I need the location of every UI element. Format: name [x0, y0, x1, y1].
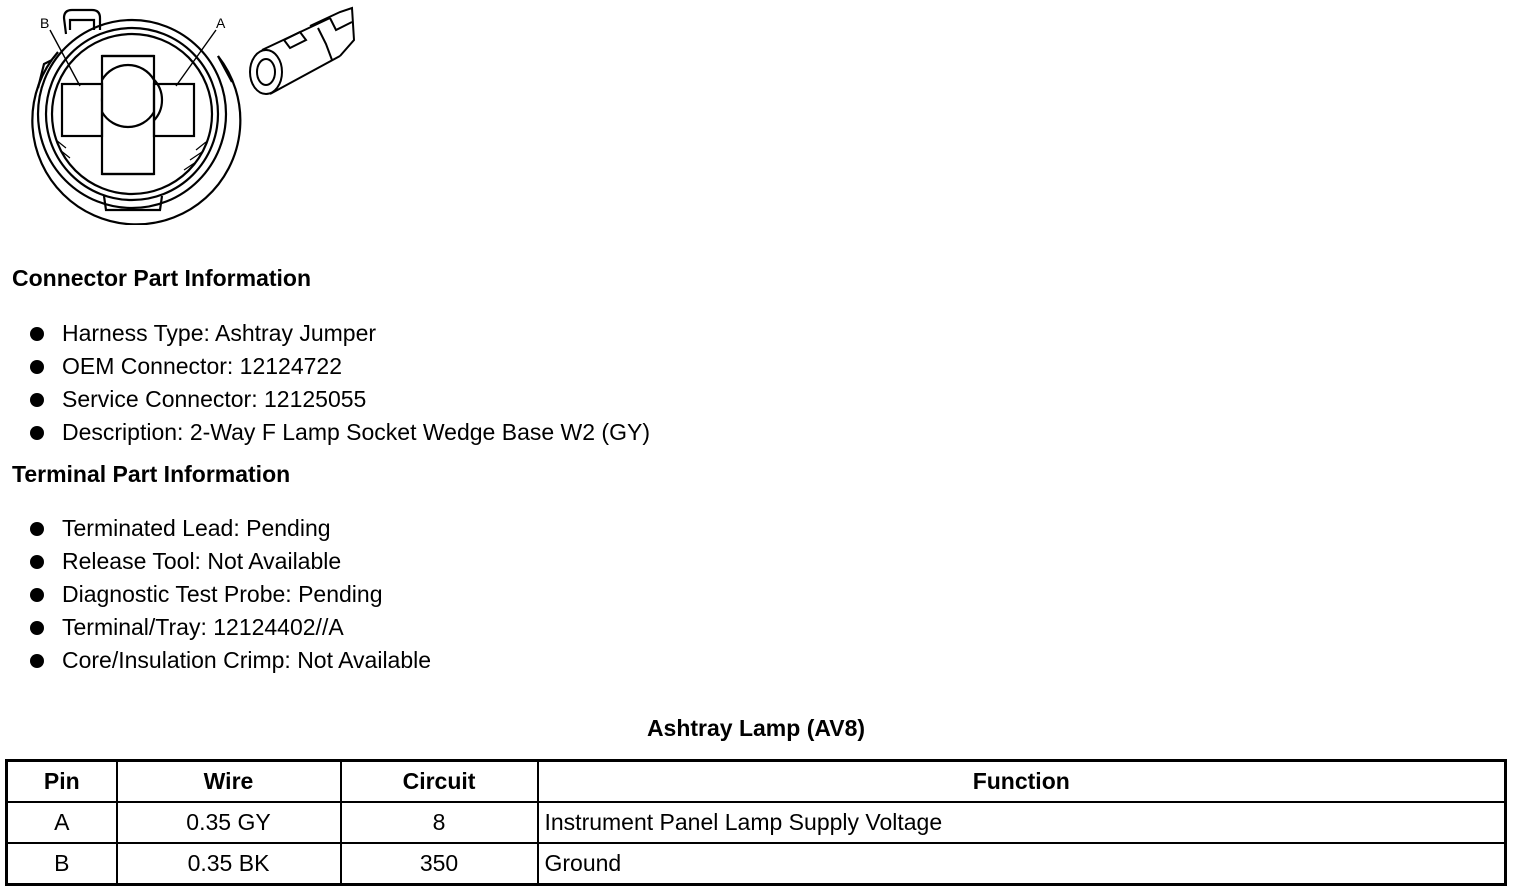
terminal-part-list — [28, 512, 431, 677]
list-item — [28, 545, 431, 578]
cell-wire: 0.35 GY — [117, 802, 341, 843]
list-item — [28, 644, 431, 677]
column-header-wire: Wire — [117, 761, 341, 803]
list-item — [28, 611, 431, 644]
list-item — [28, 317, 650, 350]
pin-table — [5, 759, 1507, 886]
list-item-text: Core/Insulation Crimp: Not Available — [62, 647, 432, 673]
cell-function: Ground — [538, 843, 1506, 885]
cell-circuit: 350 — [341, 843, 538, 885]
cell-pin: B — [7, 843, 117, 885]
connector-part-list — [28, 317, 650, 449]
bullet-icon — [30, 360, 44, 374]
list-item — [28, 578, 431, 611]
cell-pin: A — [7, 802, 117, 843]
list-item-text: Terminated Lead: Pending — [62, 515, 331, 541]
table-row — [7, 843, 1506, 885]
list-item — [28, 416, 650, 449]
table-header-row — [7, 761, 1506, 803]
bullet-icon — [30, 522, 44, 536]
bullet-icon — [30, 426, 44, 440]
column-header-function: Function — [538, 761, 1506, 803]
pin-a-label: A — [216, 15, 226, 31]
list-item-text: Diagnostic Test Probe: Pending — [62, 581, 383, 607]
connector-diagram — [0, 0, 380, 225]
cell-function: Instrument Panel Lamp Supply Voltage — [538, 802, 1506, 843]
connector-part-heading: Connector Part Information — [12, 265, 312, 291]
table-row — [7, 802, 1506, 843]
bullet-icon — [30, 555, 44, 569]
bullet-icon — [30, 654, 44, 668]
table-caption: Ashtray Lamp (AV8) — [646, 715, 866, 741]
terminal-part-heading: Terminal Part Information — [12, 461, 291, 487]
pin-b-label: B — [40, 15, 50, 31]
list-item-text: Service Connector: 12125055 — [62, 386, 367, 412]
bullet-icon — [30, 588, 44, 602]
bullet-icon — [30, 327, 44, 341]
list-item-text: Release Tool: Not Available — [62, 548, 342, 574]
list-item — [28, 383, 650, 416]
list-item — [28, 350, 650, 383]
cell-wire: 0.35 BK — [117, 843, 341, 885]
bullet-icon — [30, 621, 44, 635]
list-item-text: Description: 2-Way F Lamp Socket Wedge Base W2 (GY) — [62, 419, 650, 445]
cell-circuit: 8 — [341, 802, 538, 843]
bullet-icon — [30, 393, 44, 407]
column-header-pin: Pin — [7, 761, 117, 803]
column-header-circuit: Circuit — [341, 761, 538, 803]
list-item-text: Terminal/Tray: 12124402//A — [62, 614, 344, 640]
connector-isometric-view — [250, 8, 354, 94]
list-item-text: OEM Connector: 12124722 — [62, 353, 343, 379]
list-item — [28, 512, 431, 545]
list-item-text: Harness Type: Ashtray Jumper — [62, 320, 377, 346]
